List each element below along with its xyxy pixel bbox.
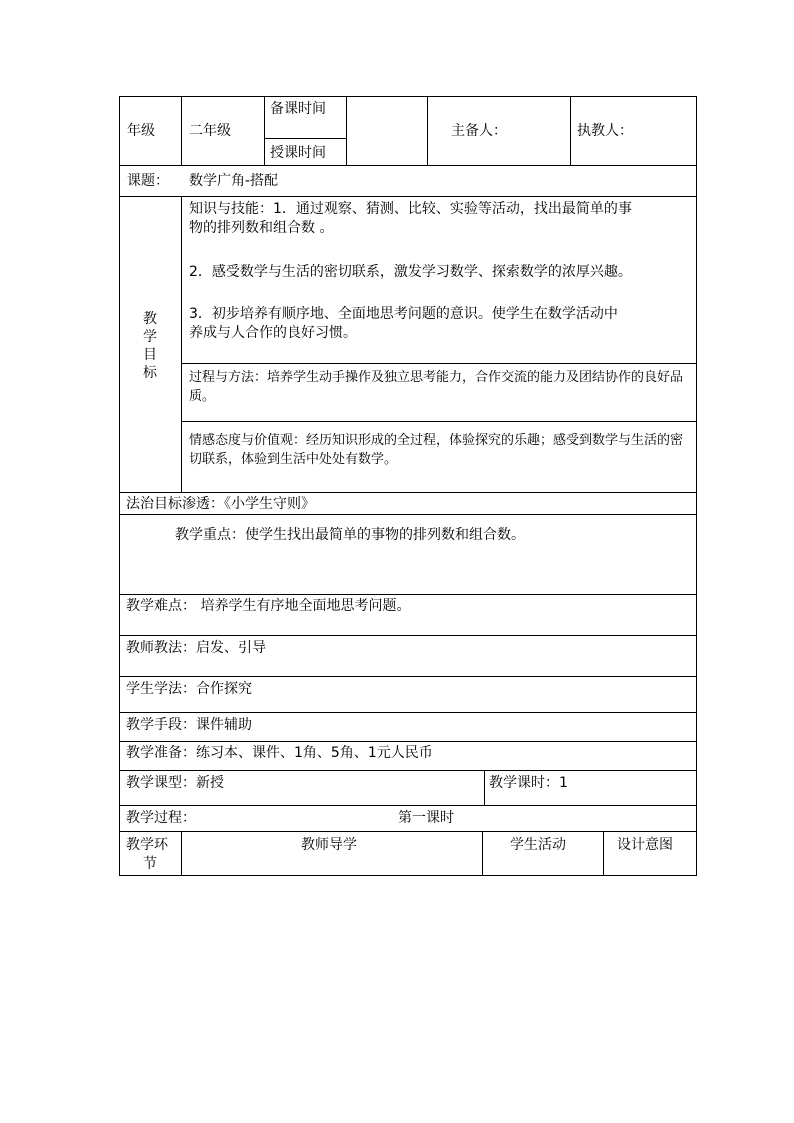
row-divider xyxy=(119,712,697,713)
stage-header: 教学环 xyxy=(126,837,168,853)
col-divider xyxy=(484,770,485,805)
teacher-method: 教师教法：启发、引导 xyxy=(126,640,266,656)
col-divider xyxy=(427,96,428,165)
design-intent-header: 设计意图 xyxy=(617,837,673,853)
row-divider xyxy=(119,805,697,806)
teacher-guide-header: 教师导学 xyxy=(301,837,357,853)
row-divider xyxy=(119,676,697,677)
lesson-hours: 教学课时：1 xyxy=(489,775,568,791)
col-divider xyxy=(603,831,604,876)
knowledge-skill-item-3: 3．初步培养有顺序地、全面地思考问题的意识。使学生在数学活动中 xyxy=(189,306,618,322)
process-method-text: 过程与方法：培养学生动手操作及独立思考能力，合作交流的能力及团结协作的良好品质。 xyxy=(189,370,684,404)
teaching-means: 教学手段：课件辅助 xyxy=(126,717,252,733)
knowledge-skill-line: 物的排列数和组合数 。 xyxy=(189,220,334,236)
objectives-label-char: 目 xyxy=(143,347,157,363)
grade-value: 二年级 xyxy=(189,123,231,139)
student-method: 学生学法：合作探究 xyxy=(126,681,252,697)
law-objective: 法治目标渗透：《小学生守则》 xyxy=(126,496,315,512)
time-cell-divider xyxy=(264,138,346,139)
row-divider xyxy=(119,635,697,636)
stage-header: 节 xyxy=(143,856,157,872)
grade-label: 年级 xyxy=(127,123,155,139)
prep-time-label: 备课时间 xyxy=(270,101,326,117)
knowledge-skill-line: 知识与技能：1．通过观察、猜测、比较、实验等活动，找出最简单的事 xyxy=(189,201,632,217)
teaching-preparation: 教学准备：练习本、课件、1角、5角、1元人民币 xyxy=(126,745,433,761)
col-divider xyxy=(181,831,182,876)
col-divider xyxy=(181,96,182,165)
row-divider xyxy=(119,514,697,515)
col-divider xyxy=(264,96,265,165)
lesson-type: 教学课型：新授 xyxy=(126,775,224,791)
difficulty: 教学难点： 培养学生有序地全面地思考问题。 xyxy=(126,598,411,614)
knowledge-skill-item-3: 养成与人合作的良好习惯。 xyxy=(189,325,357,341)
teach-time-value[interactable] xyxy=(350,142,424,162)
emotion-values-text: 情感态度与价值观：经历知识形成的全过程，体验探究的乐趣；感受到数学与生活的密切联系，体验到生活中处处有数学。 xyxy=(189,433,684,467)
executor-label: 执教人： xyxy=(577,123,633,139)
col-divider xyxy=(346,96,347,165)
key-point: 教学重点：使学生找出最简单的事物的排列数和组合数。 xyxy=(175,527,525,543)
topic-value: 数学广角-搭配 xyxy=(189,173,279,189)
col-divider xyxy=(181,196,182,492)
row-divider xyxy=(119,594,697,595)
row-divider xyxy=(119,741,697,742)
teach-time-label: 授课时间 xyxy=(270,145,326,161)
row-divider xyxy=(119,165,697,166)
objectives-label-char: 标 xyxy=(143,365,157,381)
objective-divider xyxy=(181,421,697,422)
row-divider xyxy=(119,492,697,493)
row-divider xyxy=(119,770,697,771)
objectives-label-char: 学 xyxy=(143,329,157,345)
main-preparer-label: 主备人： xyxy=(451,123,507,139)
col-divider xyxy=(482,831,483,876)
process-label: 教学过程： xyxy=(126,810,196,826)
knowledge-skill-item-2: 2．感受数学与生活的密切联系，激发学习数学、探索数学的浓厚兴趣。 xyxy=(189,264,632,280)
col-divider xyxy=(570,96,571,165)
prep-time-value[interactable] xyxy=(350,100,424,134)
topic-label: 课题： xyxy=(127,173,169,189)
student-activity-header: 学生活动 xyxy=(510,837,566,853)
session-label: 第一课时 xyxy=(398,810,454,826)
objective-divider xyxy=(181,363,697,364)
objectives-label-char: 教 xyxy=(143,311,157,327)
row-divider xyxy=(119,831,697,832)
row-divider xyxy=(119,196,697,197)
